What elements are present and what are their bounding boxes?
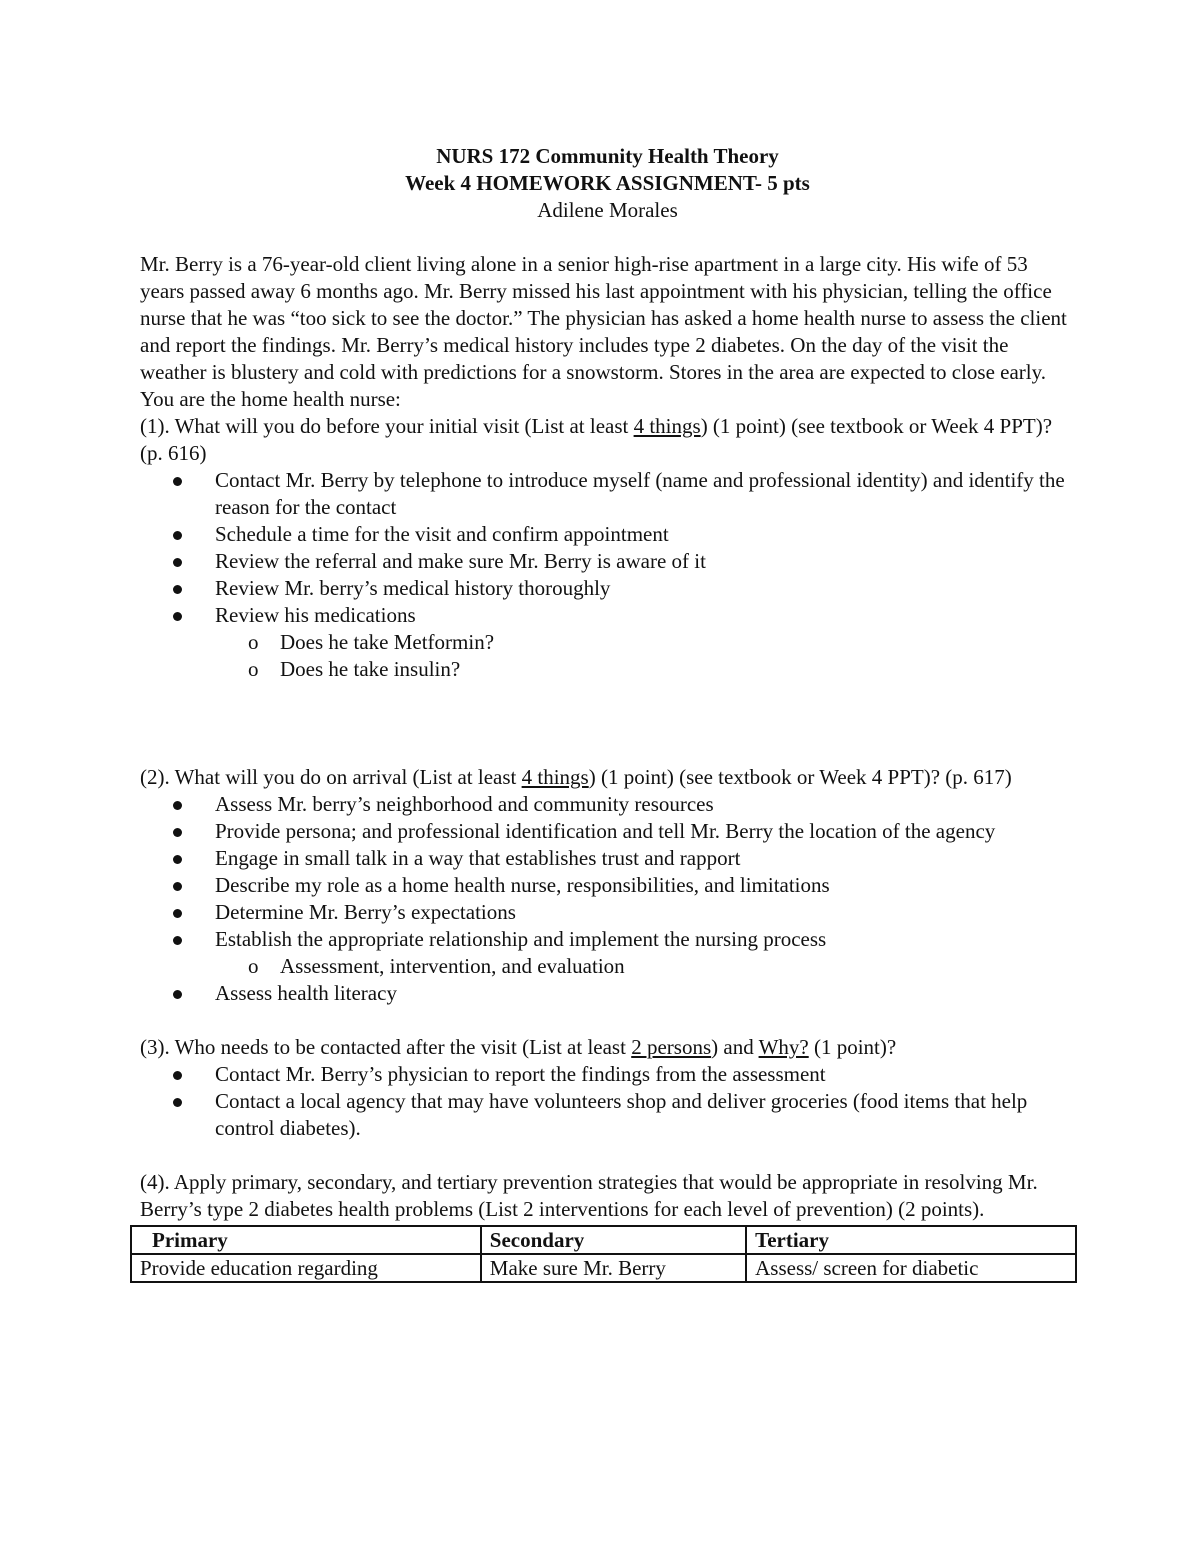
bullet-icon xyxy=(173,558,182,567)
list-item: Describe my role as a home health nurse, responsibilities, and limitations xyxy=(140,872,1075,899)
bullet-icon xyxy=(173,1098,182,1107)
table-cell: Assess/ screen for diabetic xyxy=(746,1254,1076,1282)
bullet-icon xyxy=(173,801,182,810)
sub-list xyxy=(215,629,1075,683)
bullet-icon xyxy=(173,909,182,918)
bullet-icon xyxy=(173,828,182,837)
list-item: Provide persona; and professional identification and tell Mr. Berry the location of the agency xyxy=(140,818,1075,845)
bullet-icon xyxy=(173,936,182,945)
question-2: (2). What will you do on arrival (List at least 4 things) (1 point) (see textbook or Week 4 PPT)? (p. 617) xyxy=(140,765,1012,789)
list-item: Contact Mr. Berry’s physician to report the findings from the assessment xyxy=(140,1061,1075,1088)
assignment-title: Week 4 HOMEWORK ASSIGNMENT- 5 pts xyxy=(405,171,810,195)
question-3-answers xyxy=(140,1061,1075,1142)
prevention-table xyxy=(130,1225,1077,1283)
bullet-icon xyxy=(173,477,182,486)
column-header-tertiary: Tertiary xyxy=(746,1226,1076,1254)
case-scenario: Mr. Berry is a 76-year-old client living alone in a senior high-rise apartment in a large city. His wife of 53 years passed away 6 months ago. Mr. Berry missed his last appointment with his physician, telling the office nurse that he was “too sick to see the doctor.” The physician has asked a home health nurse to assess the client and report the findings. Mr. Berry’s medical history includes type 2 diabetes. On the day of the visit the weather is blustery and cold with predictions for a snowstorm. Stores in the area are expected to close early. You are the home health nurse: xyxy=(140,252,1067,411)
course-title: NURS 172 Community Health Theory xyxy=(436,144,779,168)
table-cell: Make sure Mr. Berry xyxy=(481,1254,746,1282)
document-header xyxy=(140,143,1075,224)
question-2-answers xyxy=(140,791,1075,1007)
list-item: Engage in small talk in a way that establishes trust and rapport xyxy=(140,845,1075,872)
column-header-primary: Primary xyxy=(131,1226,481,1254)
list-item: Assess health literacy xyxy=(140,980,1075,1007)
list-item: Assess Mr. berry’s neighborhood and community resources xyxy=(140,791,1075,818)
bullet-icon xyxy=(173,585,182,594)
column-header-secondary: Secondary xyxy=(481,1226,746,1254)
bullet-icon xyxy=(173,855,182,864)
bullet-icon xyxy=(173,990,182,999)
student-name: Adilene Morales xyxy=(537,198,678,222)
list-item: Review his medications o Does he take Metformin? o Does he take insulin? xyxy=(140,602,1075,683)
question-3: (3). Who needs to be contacted after the visit (List at least 2 persons) and Why? (1 point)? xyxy=(140,1035,897,1059)
list-item: Contact a local agency that may have volunteers shop and deliver groceries (food items that help control diabetes). xyxy=(140,1088,1075,1142)
list-item: Contact Mr. Berry by telephone to introduce myself (name and professional identity) and identify the reason for the contact xyxy=(140,467,1075,521)
bullet-icon xyxy=(173,1071,182,1080)
circle-bullet-icon: o xyxy=(248,657,259,681)
sub-list-item: o Does he take insulin? xyxy=(248,657,461,681)
circle-bullet-icon: o xyxy=(248,630,259,654)
question-1: (1). What will you do before your initial visit (List at least 4 things) (1 point) (see textbook or Week 4 PPT)? (p. 616) xyxy=(140,414,1053,465)
list-item: Review the referral and make sure Mr. Berry is aware of it xyxy=(140,548,1075,575)
sub-list-item: o Does he take Metformin? xyxy=(248,630,495,654)
table-header-row xyxy=(131,1226,1076,1254)
list-item: Schedule a time for the visit and confirm appointment xyxy=(140,521,1075,548)
bullet-icon xyxy=(173,882,182,891)
question-1-answers xyxy=(140,467,1075,683)
bullet-icon xyxy=(173,531,182,540)
table-row xyxy=(131,1254,1076,1282)
question-4: (4). Apply primary, secondary, and tertiary prevention strategies that would be appropriate in resolving Mr. Berry’s type 2 diabetes health problems (List 2 interventions for each level of prevention) (2 points). xyxy=(140,1170,1038,1221)
circle-bullet-icon: o xyxy=(248,954,259,978)
sub-list-item: o Assessment, intervention, and evaluation xyxy=(248,954,625,978)
document-page xyxy=(140,143,1075,1283)
sub-list xyxy=(215,953,1075,980)
list-item: Establish the appropriate relationship and implement the nursing process o Assessment, intervention, and evaluation xyxy=(140,926,1075,980)
bullet-icon xyxy=(173,612,182,621)
list-item: Determine Mr. Berry’s expectations xyxy=(140,899,1075,926)
table-cell: Provide education regarding xyxy=(131,1254,481,1282)
list-item: Review Mr. berry’s medical history thoroughly xyxy=(140,575,1075,602)
